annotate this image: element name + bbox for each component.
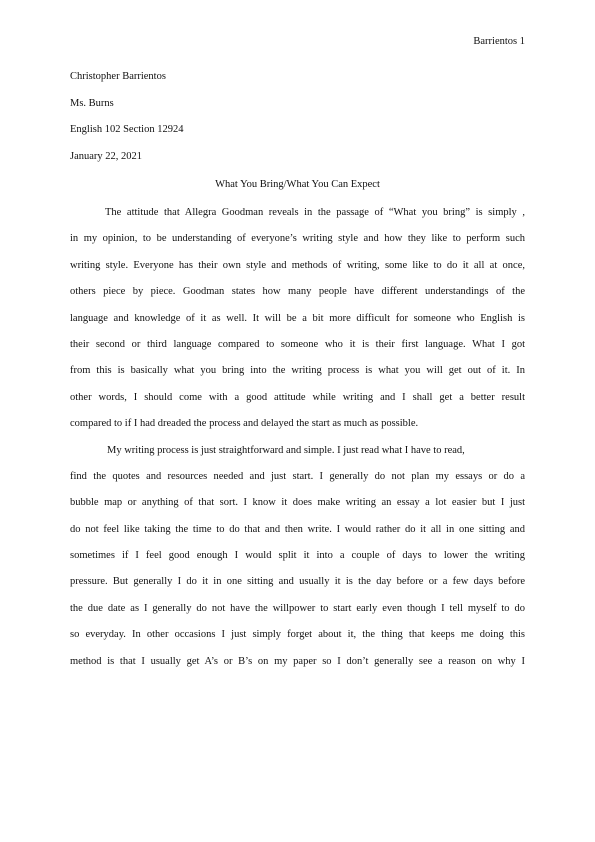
text-line: bubble map or anything of that sort. I know it does make writing an essay a lot easier but I just bbox=[70, 497, 525, 509]
text-line: other words, I should come with a good attitude while writing and I shall get a better result bbox=[70, 391, 525, 403]
date-line: January 22, 2021 bbox=[70, 151, 143, 162]
text-line: in my opinion, to be understanding of everyone’s writing style and how they like to perform such bbox=[70, 233, 525, 245]
essay-body bbox=[70, 200, 525, 675]
text-line: compared to if I had dreaded the process and delayed the start as much as possible. bbox=[70, 418, 419, 430]
author-name: Christopher Barrientos bbox=[70, 71, 166, 82]
text-line: do not feel like taking the time to do that and then write. I would rather do it all in one sitting and bbox=[70, 523, 525, 535]
essay-title: What You Bring/What You Can Expect bbox=[215, 179, 380, 190]
text-line: sometimes if I feel good enough I would split it into a couple of days to lower the writing bbox=[70, 550, 525, 562]
text-line: My writing process is just straightforward and simple. I just read what I have to read, bbox=[107, 444, 465, 456]
instructor-name: Ms. Burns bbox=[70, 98, 114, 109]
text-line: so everyday. In other occasions I just simply forget about it, the thing that keeps me doing this bbox=[70, 629, 525, 641]
running-head: Barrientos 1 bbox=[473, 36, 525, 47]
text-line: others piece by piece. Goodman states how many people have different understandings of the bbox=[70, 286, 525, 298]
text-line: The attitude that Allegra Goodman reveals in the passage of “What you bring” is simply , bbox=[105, 207, 525, 218]
text-line: method is that I usually get A’s or B’s on my paper so I don’t generally see a reason on why I bbox=[70, 655, 525, 667]
text-line: their second or third language compared to someone who it is their first language. What I got bbox=[70, 338, 525, 350]
course-info: English 102 Section 12924 bbox=[70, 124, 184, 135]
text-line: pressure. But generally I do it in one sitting and usually it is the day before or a few days before bbox=[70, 576, 525, 588]
text-line: writing style. Everyone has their own style and methods of writing, some like to do it all at once, bbox=[70, 259, 525, 271]
text-line: the due date as I generally do not have the willpower to start early even though I tell myself to do bbox=[70, 602, 525, 614]
text-line: language and knowledge of it as well. It will be a bit more difficult for someone who English is bbox=[70, 312, 525, 324]
paragraph-2 bbox=[70, 438, 525, 676]
text-line: from this is basically what you bring into the writing process is what you will get out of it. In bbox=[70, 365, 525, 377]
paragraph-1 bbox=[70, 200, 525, 438]
text-line: find the quotes and resources needed and just start. I generally do not plan my essays or do a bbox=[70, 470, 525, 482]
